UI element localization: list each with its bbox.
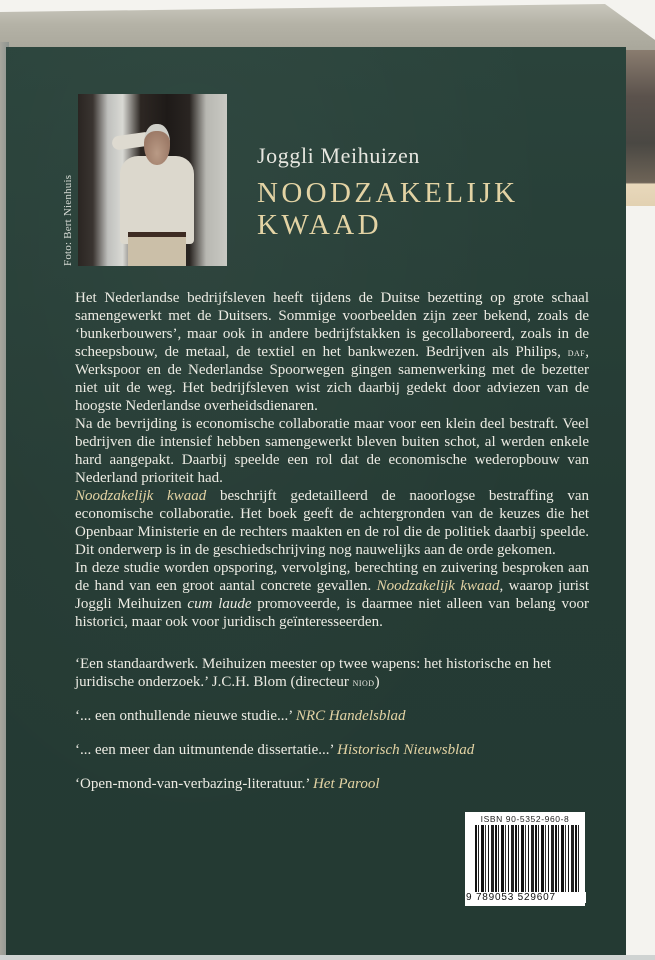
bottom-edge — [0, 955, 655, 960]
title-line-2: KWAAD — [257, 209, 382, 241]
blurb-paragraph-2: Na de bevrijding is economische collaboratie maar voor een klein deel bestraft. Veel bedrijven die intensief hebben samengewerkt bleven buiten schot, al werden enkele hard aangepakt. Daarbij speelde een rol dat de economische wederopbouw van Nederland prioriteit had. — [75, 416, 589, 486]
book-title — [257, 177, 519, 241]
book-page-edge — [0, 4, 655, 50]
photo-credit: Foto: Bert Nienhuis — [62, 174, 74, 266]
review-quote: ‘Een standaardwerk. Meihuizen meester op twee wapens: het historische en het juridische onderzoek.’ J.C.H. Blom (directeur niod) — [75, 656, 552, 690]
isbn-label: ISBN 90-5352-960-8 — [480, 814, 570, 824]
photo-figure-head — [144, 124, 170, 165]
adjacent-book-photo — [624, 50, 655, 206]
background — [626, 206, 655, 956]
blurb-paragraph-3: Noodzakelijk kwaad beschrijft gedetailleerd de naoorlogse bestraffing van economische collaboratie. Het boek geeft de achtergronden van de keuzes die het Openbaar Ministerie en de rechters maakten en de rol die de politiek daarbij speelde. Dit onderwerp is in de geschiedschrijving nog nauwelijks aan de orde gekomen. — [75, 488, 590, 558]
review-quote: ‘Open-mond-van-verbazing-literatuur.’ Het Parool — [75, 776, 380, 792]
barcode-digits: 9 789053 529607 — [465, 892, 586, 903]
blurb-paragraph-1: Het Nederlandse bedrijfsleven heeft tijdens de Duitse bezetting op grote schaal samengewerkt met de Duitsers. Sommige voorbeelden zijn zeer bekend, zoals de ‘bunkerbouwers’, maar ook in andere bedrijfstakken is gecollaboreerd, zoals in de scheepsbouw, de metaal, de textiel en het bankwezen. Bedrijven als Philips, daf, Werkspoor en de Nederlandse Spoorwegen gingen samenwerking met de bezetter niet uit de weg. Het bedrijfsleven wist zich daarbij gedekt door adviezen van de hoogste Nederlandse overheidsdienaren. — [75, 290, 589, 414]
isbn-barcode — [465, 812, 585, 906]
review-quotes — [75, 655, 589, 809]
title-line-1: NOODZAKELIJK — [257, 177, 519, 209]
review-quote: ‘... een meer dan uitmuntende dissertatie...’ Historisch Nieuwsblad — [75, 742, 475, 758]
photo-figure-legs — [128, 237, 186, 266]
author-name: Joggli Meihuizen — [257, 143, 420, 168]
barcode-bars-icon — [475, 825, 579, 895]
author-photo — [78, 94, 227, 266]
blurb-paragraph-4: In deze studie worden opsporing, vervolging, berechting en zuivering besproken aan de hand van een groot aantal concrete gevallen. Noodzakelijk kwaad, waarop jurist Joggli Meihuizen cum laude promoveerde, is daarmee niet alleen van belang voor historici, maar ook voor juridisch geïnteresseerden. — [75, 560, 589, 630]
review-quote: ‘... een onthullende nieuwe studie...’ NRC Handelsblad — [75, 708, 406, 724]
photo-figure-body — [120, 156, 194, 244]
blurb-text — [75, 289, 589, 631]
